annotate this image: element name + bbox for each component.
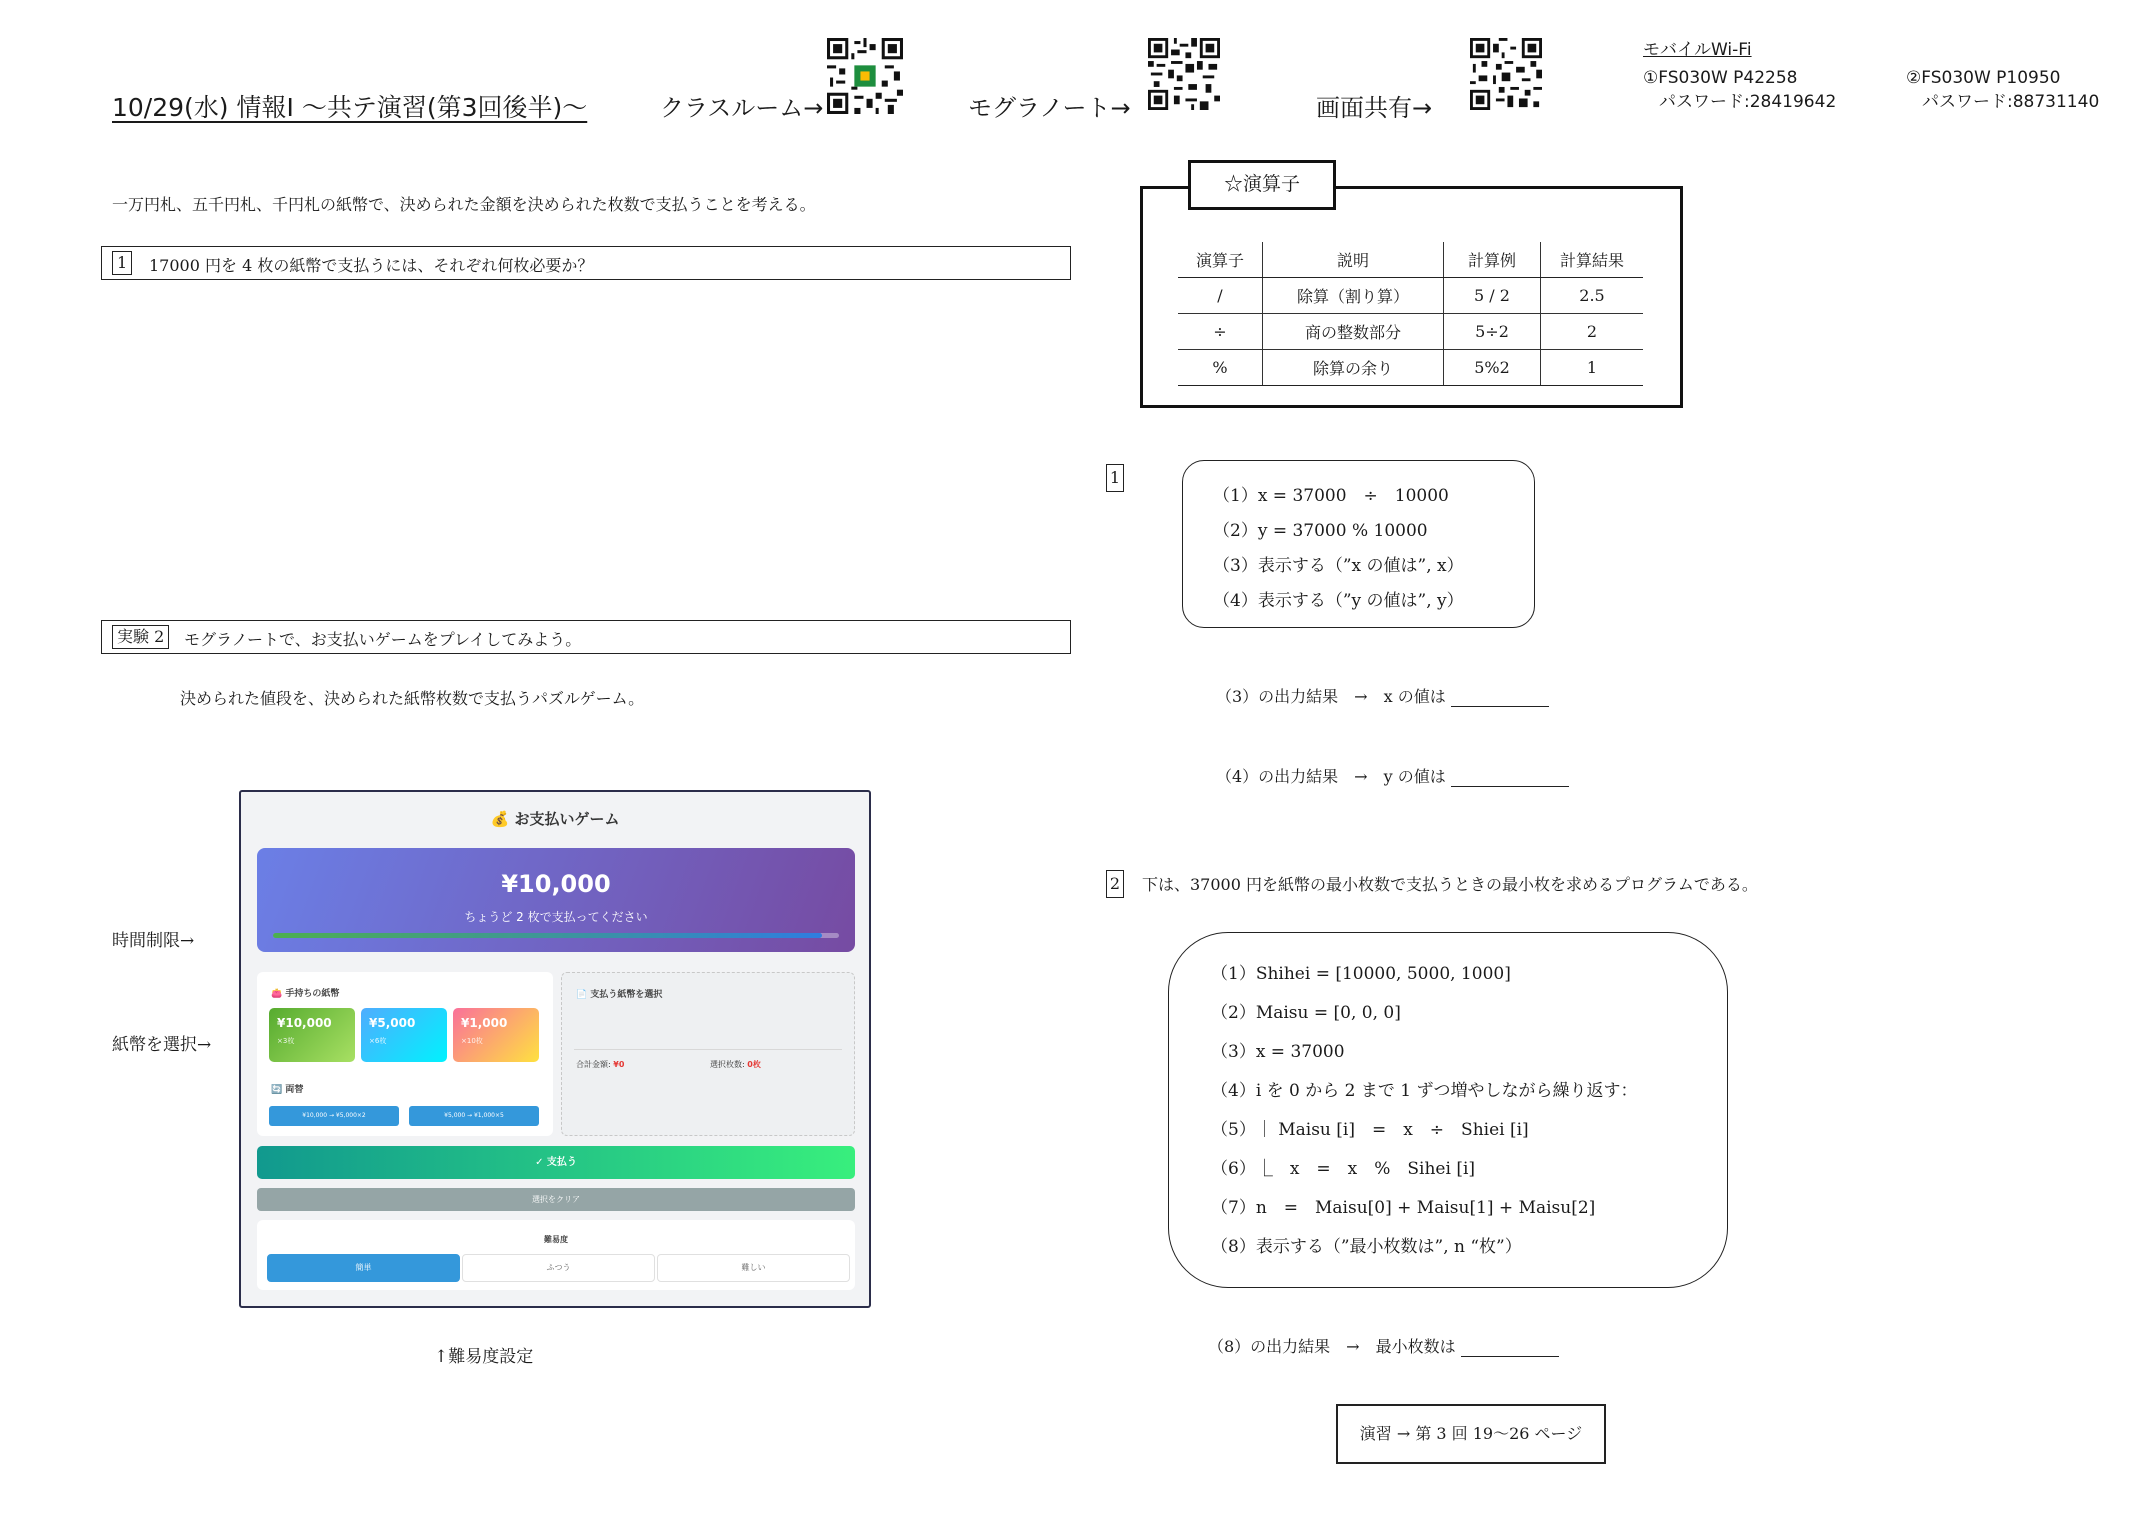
cell-operator: % [1178, 350, 1263, 386]
count-value: 0枚 [747, 1060, 761, 1069]
problem-2-text: 下は、37000 円を紙幣の最小枚数で支払うときの最小枚を求めるプログラムである。 [1142, 875, 1758, 894]
practice-reference-box: 演習 → 第 3 回 19～26 ページ [1336, 1404, 1606, 1464]
pay-button[interactable]: ✓ 支払う [257, 1146, 855, 1179]
experiment-2-description: 決められた値段を、決められた紙幣枚数で支払うパズルゲーム。 [180, 689, 645, 708]
difficulty-easy-button[interactable]: 簡単 [267, 1254, 460, 1282]
selected-count [710, 1059, 761, 1070]
game-title: 💰 お支払いゲーム [490, 810, 620, 828]
code-line: （1）Shihei = [10000, 5000, 1000] [1211, 964, 1511, 984]
cell-result: 2.5 [1541, 278, 1644, 314]
code-line: （4）i を 0 から 2 まで 1 ずつ増やしながら繰り返す： [1211, 1081, 1638, 1101]
code-line: （7）n = Maisu[0] + Maisu[1] + Maisu[2] [1211, 1198, 1596, 1218]
experiment-2-number: 実験 2 [112, 625, 169, 649]
cell-example: 5÷2 [1444, 314, 1541, 350]
code-line: （5）｜ Maisu [i] = x ÷ Shiei [i] [1211, 1120, 1529, 1140]
table-row [1178, 314, 1643, 350]
cell-description: 除算（割り算） [1263, 278, 1444, 314]
problem-2-code-box [1168, 932, 1728, 1288]
bill-count: ×3枚 [277, 1037, 295, 1045]
table-row [1178, 278, 1643, 314]
select-bill-label: 紙幣を選択→ [112, 1035, 212, 1055]
time-limit-bar-fill [273, 933, 822, 938]
code-line: （6）⎿ x = x % Sihei [i] [1211, 1159, 1476, 1179]
total-amount [576, 1059, 624, 1070]
bill-5000-button[interactable] [361, 1008, 447, 1062]
code-line: （1）x = 37000 ÷ 10000 [1213, 486, 1449, 506]
table-header-row [1178, 242, 1643, 278]
page-title: 10/29(水) 情報Ⅰ ～共テ演習(第3回後半)～ [112, 93, 588, 122]
output-3-answer-blank[interactable] [1451, 688, 1549, 707]
table-row [1178, 350, 1643, 386]
cell-description: 商の整数部分 [1263, 314, 1444, 350]
bill-10000-button[interactable] [269, 1008, 355, 1062]
mogura-note-qr-icon[interactable] [1148, 38, 1220, 110]
output-4-line [1216, 764, 1569, 787]
experiment-2-text: モグラノートで、お支払いゲームをプレイしてみよう。 [184, 630, 582, 649]
cell-example: 5 / 2 [1444, 278, 1541, 314]
header-operator: 演算子 [1178, 242, 1263, 278]
hand-title: 👛 手持ちの紙幣 [271, 989, 340, 999]
cell-result: 1 [1541, 350, 1644, 386]
cell-result: 2 [1541, 314, 1644, 350]
question-1-text: 17000 円を 4 枚の紙幣で支払うには、それぞれ何枚必要か？ [149, 256, 594, 275]
select-title: 📄 支払う紙幣を選択 [576, 990, 663, 1000]
problem-1-number: 1 [1106, 464, 1124, 492]
wifi-network-1: ①FS030W P42258 [1643, 68, 1798, 88]
mogura-note-label: モグラノート→ [968, 94, 1131, 122]
problem-2-number: 2 [1106, 870, 1124, 898]
selection-panel[interactable] [561, 972, 855, 1136]
wifi-password-2: パスワード:88731140 [1922, 92, 2100, 112]
intro-text: 一万円札、五千円札、千円札の紙幣で、決められた金額を決められた枚数で支払うことを考える。 [112, 195, 816, 214]
experiment-2-box [101, 620, 1071, 654]
cell-example: 5%2 [1444, 350, 1541, 386]
exchange-5000-button[interactable]: ¥5,000 → ¥1,000×5 [409, 1106, 539, 1126]
code-line: （3）x = 37000 [1211, 1042, 1345, 1062]
difficulty-panel [257, 1220, 855, 1290]
code-line: （3）表示する（”x の値は”, x） [1213, 556, 1464, 576]
price-banner [257, 848, 855, 952]
difficulty-hard-button[interactable]: 難しい [657, 1254, 850, 1282]
question-1-box [101, 246, 1071, 280]
output-8-label: （8）の出力結果 → 最小枚数は [1208, 1337, 1456, 1356]
operator-table [1178, 242, 1643, 386]
code-line: （8）表示する（”最小枚数は”, n “枚”） [1211, 1237, 1522, 1257]
difficulty-title: 難易度 [544, 1235, 568, 1244]
instruction-text: ちょうど 2 枚で支払ってください [464, 910, 648, 924]
header-example: 計算例 [1444, 242, 1541, 278]
difficulty-normal-button[interactable]: ふつう [462, 1254, 655, 1282]
wifi-title: モバイルWi-Fi [1643, 40, 1752, 60]
target-price: ¥10,000 [501, 870, 611, 898]
bill-value: ¥1,000 [461, 1016, 508, 1030]
question-1-number: 1 [112, 251, 132, 275]
difficulty-setting-label: ↑難易度設定 [434, 1347, 534, 1367]
code-line: （4）表示する（”y の値は”, y） [1213, 591, 1464, 611]
wifi-network-2: ②FS030W P10950 [1906, 68, 2061, 88]
total-value: ¥0 [613, 1060, 625, 1069]
count-label: 選択枚数: [710, 1060, 745, 1069]
bill-1000-button[interactable] [453, 1008, 539, 1062]
payment-game-screenshot [239, 790, 871, 1308]
operator-tab-title: ☆演算子 [1188, 160, 1336, 210]
bill-count: ×6枚 [369, 1037, 387, 1045]
code-line: （2）Maisu = [0, 0, 0] [1211, 1003, 1401, 1023]
bill-value: ¥5,000 [369, 1016, 416, 1030]
exchange-title: 🔄 両替 [271, 1085, 304, 1095]
cell-operator: ÷ [1178, 314, 1263, 350]
code-line: （2）y = 37000 % 10000 [1213, 521, 1428, 541]
output-8-line [1208, 1334, 1559, 1357]
time-limit-label: 時間制限→ [112, 931, 195, 951]
wifi-password-1: パスワード:28419642 [1659, 92, 1837, 112]
cell-operator: / [1178, 278, 1263, 314]
problem-1-code-box [1182, 460, 1535, 628]
header-description: 説明 [1263, 242, 1444, 278]
output-4-label: （4）の出力結果 → y の値は [1216, 767, 1446, 786]
classroom-label: クラスルーム→ [660, 94, 824, 122]
cell-description: 除算の余り [1263, 350, 1444, 386]
classroom-qr-icon[interactable] [827, 38, 903, 114]
hand-panel [257, 972, 553, 1136]
screen-share-qr-icon[interactable] [1470, 38, 1542, 110]
exchange-10000-button[interactable]: ¥10,000 → ¥5,000×2 [269, 1106, 399, 1126]
output-4-answer-blank[interactable] [1451, 768, 1569, 787]
screen-share-label: 画面共有→ [1316, 94, 1433, 122]
selection-divider [574, 1049, 842, 1050]
output-3-line [1216, 684, 1549, 707]
total-label: 合計金額: [576, 1060, 611, 1069]
bill-count: ×10枚 [461, 1037, 483, 1045]
bill-value: ¥10,000 [277, 1016, 332, 1030]
output-8-answer-blank[interactable] [1461, 1338, 1559, 1357]
time-limit-bar [273, 933, 839, 938]
clear-selection-button[interactable]: 選択をクリア [257, 1188, 855, 1211]
output-3-label: （3）の出力結果 → x の値は [1216, 687, 1446, 706]
header-result: 計算結果 [1541, 242, 1644, 278]
